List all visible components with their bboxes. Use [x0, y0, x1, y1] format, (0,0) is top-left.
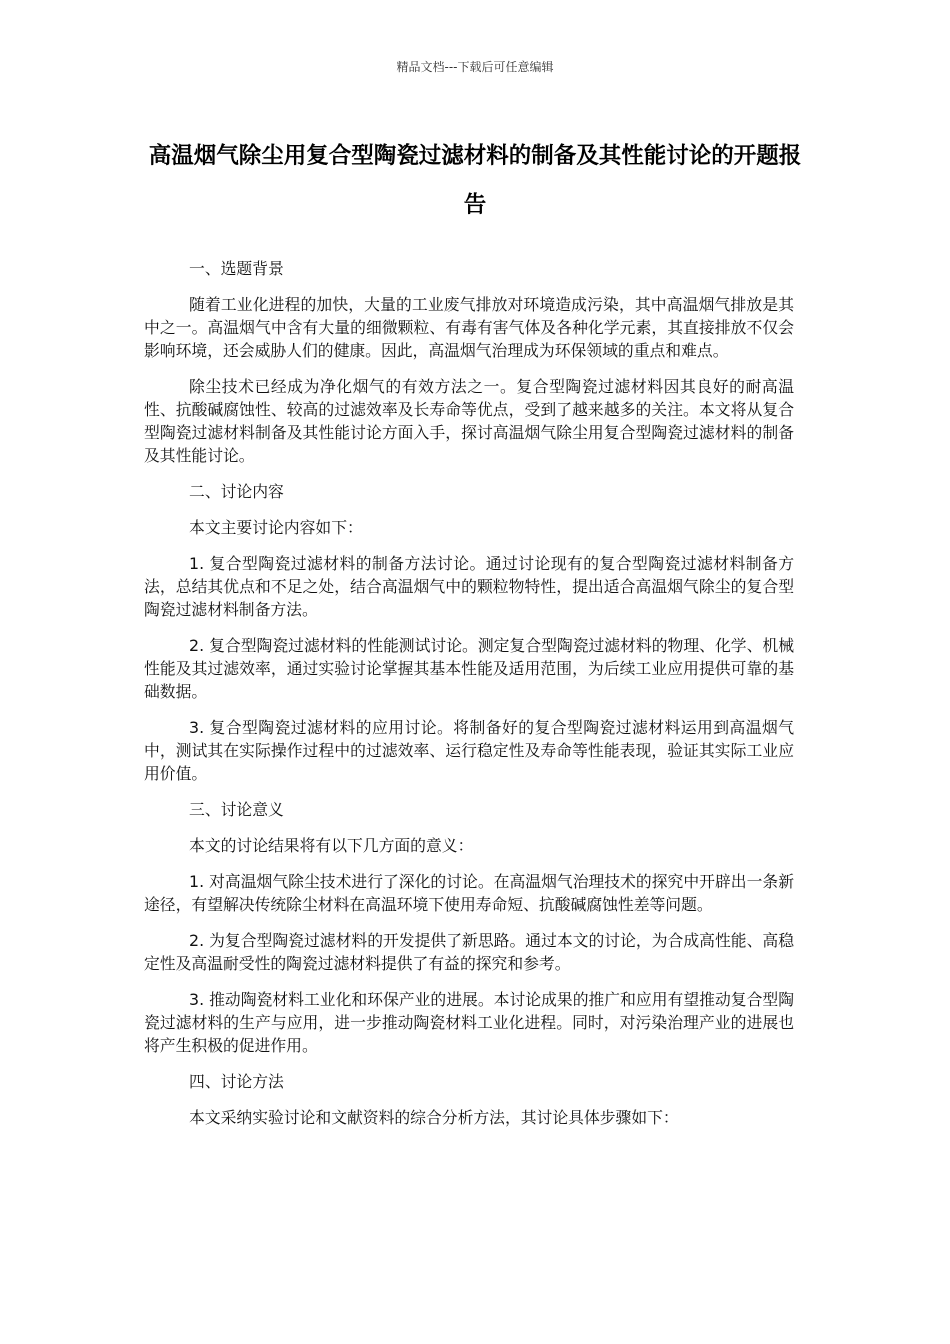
list-item: 1. 对高温烟气除尘技术进行了深化的讨论。在高温烟气治理技术的探究中开辟出一条新途径，有望解决传统除尘材料在高温环境下使用寿命短、抗酸碱腐蚀性差等问题。: [144, 872, 794, 914]
list-item: 2. 为复合型陶瓷过滤材料的开发提供了新思路。通过本文的讨论，为合成高性能、高稳定性及高温耐受性的陶瓷过滤材料提供了有益的探究和参考。: [144, 931, 794, 973]
paragraph: 随着工业化进程的加快，大量的工业废气排放对环境造成污染，其中高温烟气排放是其中之一。高温烟气中含有大量的细微颗粒、有毒有害气体及各种化学元素，其直接排放不仅会影响环境，还会威胁人们的健康。因此，高温烟气治理成为环保领域的重点和难点。: [144, 295, 794, 360]
paragraph: 除尘技术已经成为净化烟气的有效方法之一。复合型陶瓷过滤材料因其良好的耐高温性、抗酸碱腐蚀性、较高的过滤效率及长寿命等优点，受到了越来越多的关注。本文将从复合型陶瓷过滤材料制备及其性能讨论方面入手，探讨高温烟气除尘用复合型陶瓷过滤材料的制备及其性能讨论。: [144, 377, 794, 465]
section-heading-content: 二、讨论内容: [189, 482, 284, 501]
section-heading-significance: 三、讨论意义: [189, 800, 284, 819]
paragraph: 本文采纳实验讨论和文献资料的综合分析方法，其讨论具体步骤如下：: [189, 1108, 679, 1127]
list-item: 1. 复合型陶瓷过滤材料的制备方法讨论。通过讨论现有的复合型陶瓷过滤材料制备方法，总结其优点和不足之处，结合高温烟气中的颗粒物特性，提出适合高温烟气除尘的复合型陶瓷过滤材料制备方法。: [144, 554, 794, 619]
document-title: 高温烟气除尘用复合型陶瓷过滤材料的制备及其性能讨论的开题报告: [148, 143, 802, 218]
section-heading-method: 四、讨论方法: [189, 1072, 284, 1091]
document-body: [144, 257, 794, 1142]
paragraph: 本文主要讨论内容如下：: [189, 518, 363, 537]
paragraph: 本文的讨论结果将有以下几方面的意义：: [189, 836, 474, 855]
list-item: 3. 复合型陶瓷过滤材料的应用讨论。将制备好的复合型陶瓷过滤材料运用到高温烟气中，测试其在实际操作过程中的过滤效率、运行稳定性及寿命等性能表现，验证其实际工业应用价值。: [144, 718, 794, 783]
list-item: 2. 复合型陶瓷过滤材料的性能测试讨论。测定复合型陶瓷过滤材料的物理、化学、机械性能及其过滤效率，通过实验讨论掌握其基本性能及适用范围，为后续工业应用提供可靠的基础数据。: [144, 636, 794, 701]
list-item: 3. 推动陶瓷材料工业化和环保产业的进展。本讨论成果的推广和应用有望推动复合型陶瓷过滤材料的生产与应用，进一步推动陶瓷材料工业化进程。同时，对污染治理产业的进展也将产生积极的促进作用。: [144, 990, 794, 1055]
header-note: 精品文档---下载后可任意编辑: [396, 60, 554, 74]
section-heading-background: 一、选题背景: [189, 259, 284, 278]
